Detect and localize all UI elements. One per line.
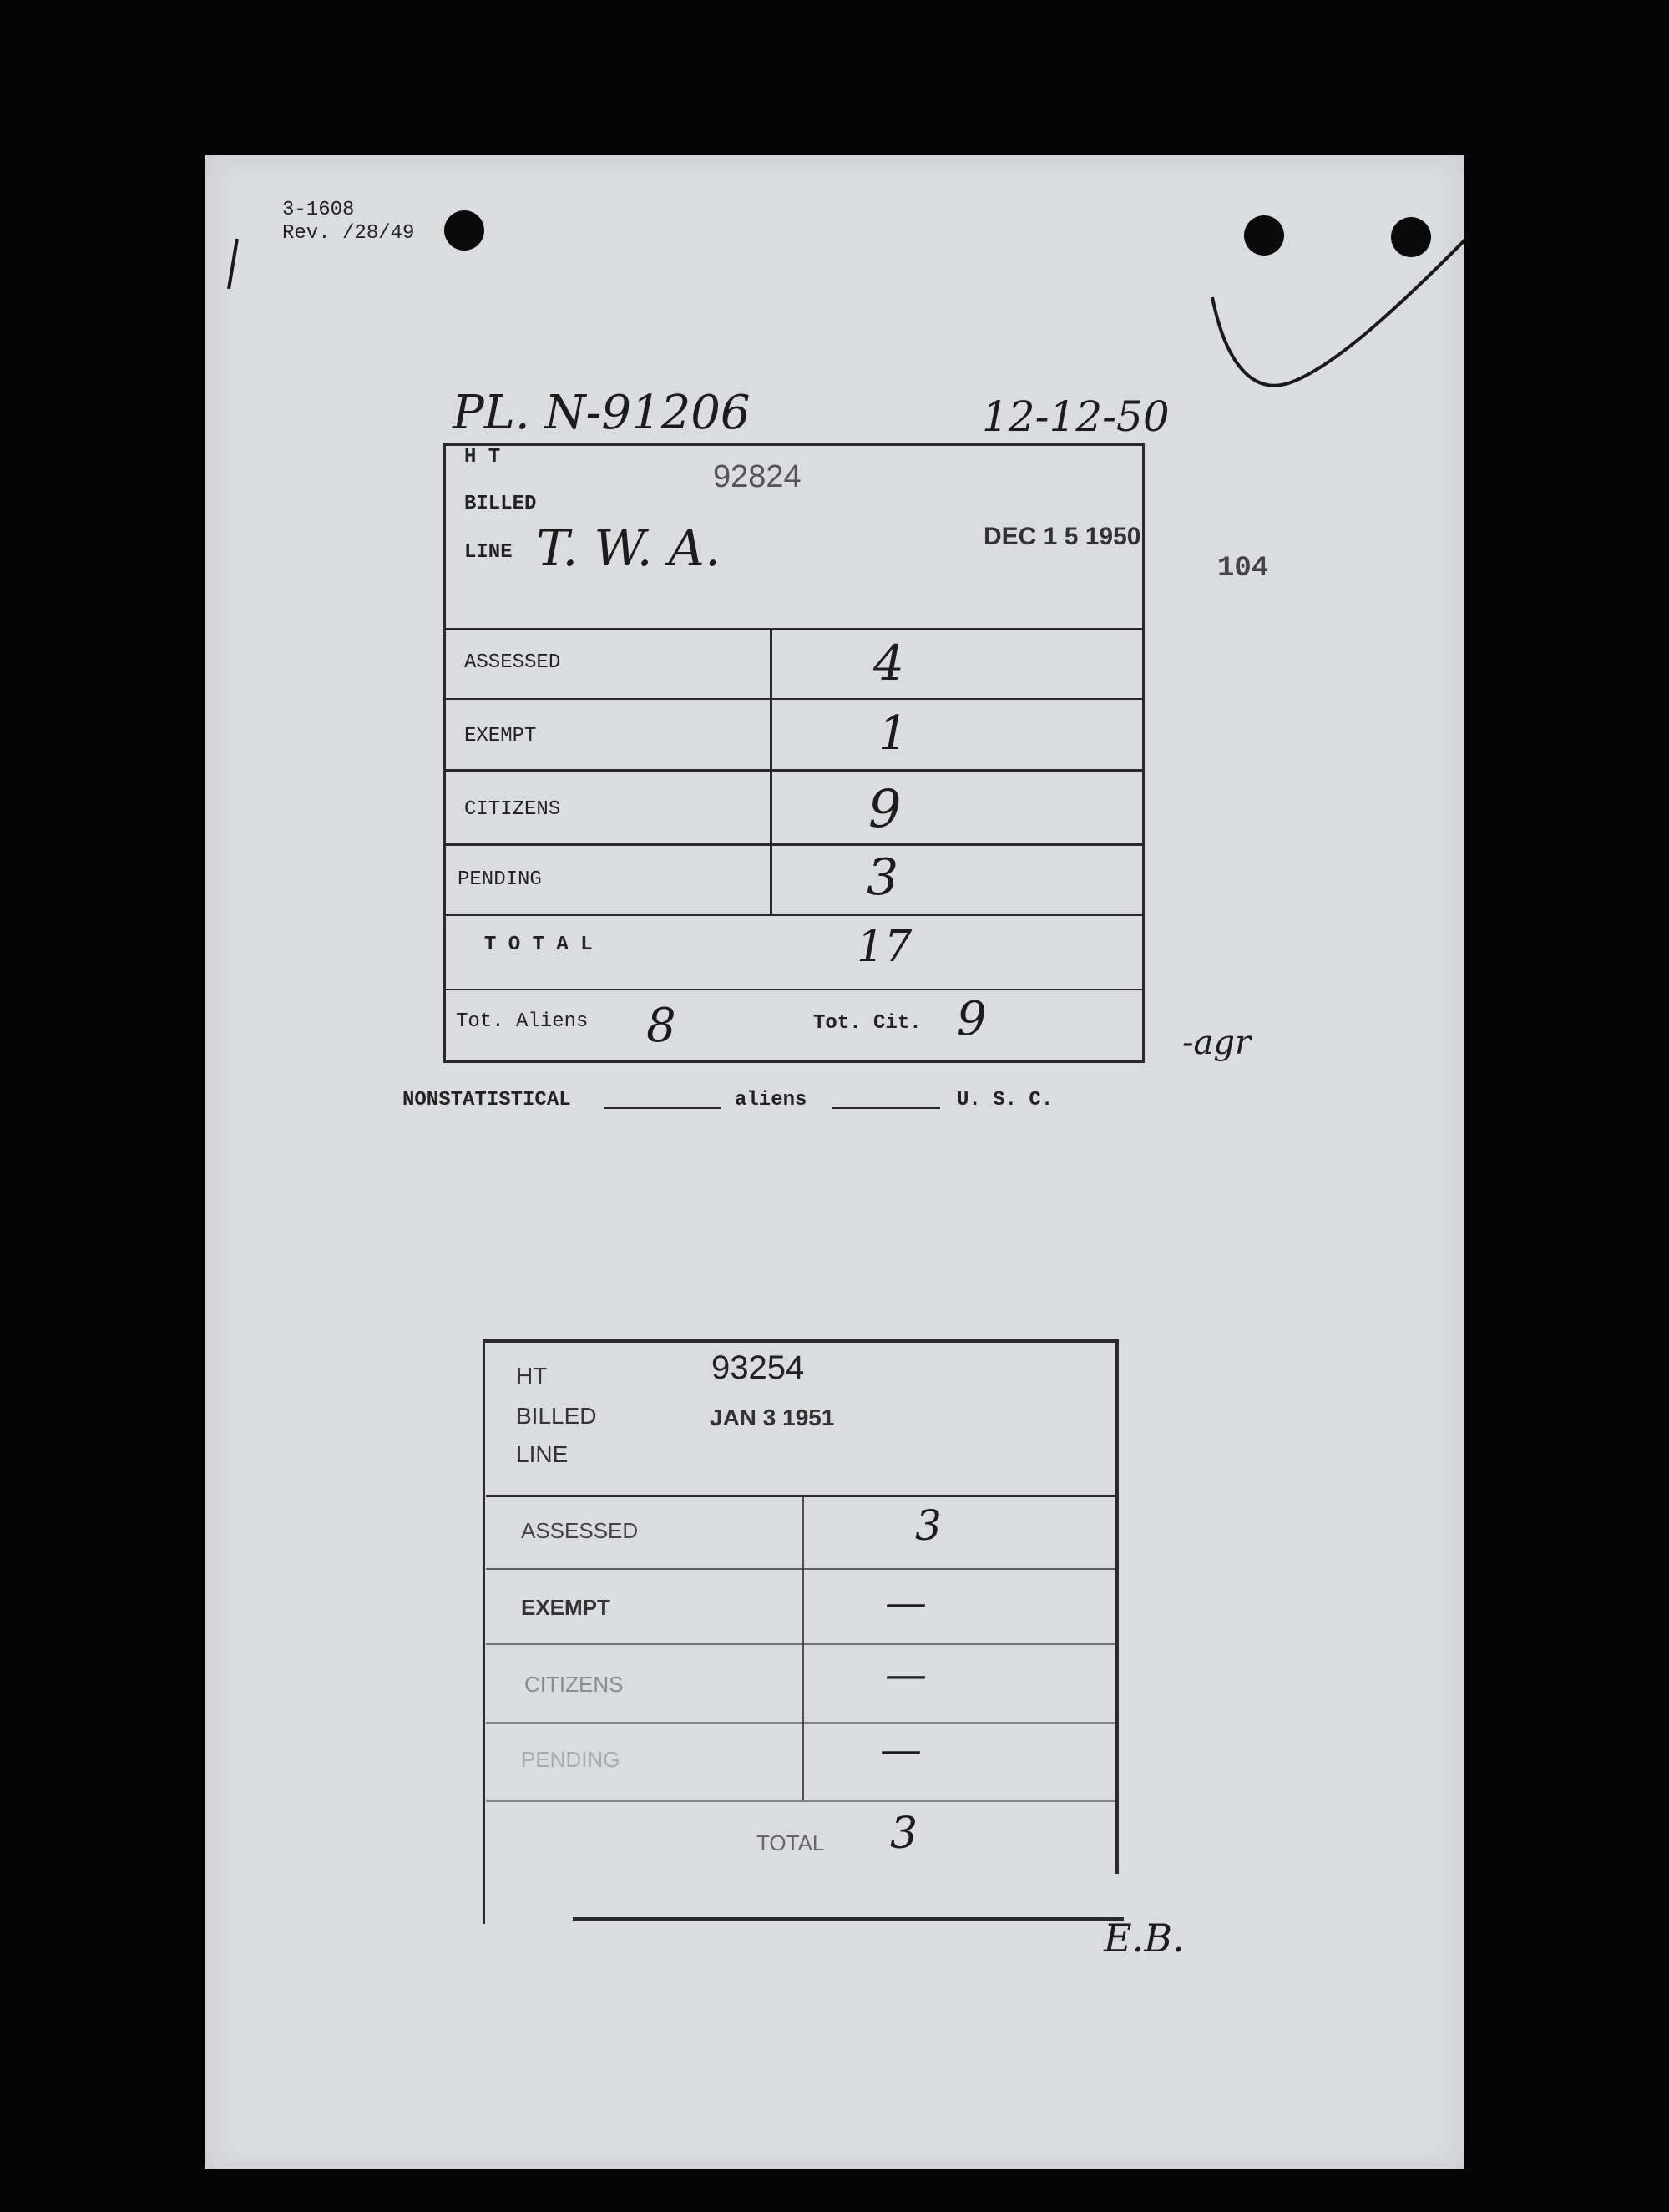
card-1-citizens-value: 9 xyxy=(868,778,902,839)
card-2-total-label: TOTAL xyxy=(756,1830,825,1855)
file-reference: PL. N-91206 xyxy=(453,386,751,440)
card-2-exempt-value: — xyxy=(885,1578,927,1627)
usc-label: U. S. C. xyxy=(957,1089,1054,1111)
card-1-total-value: 17 xyxy=(857,922,913,972)
card-2-bottom-border xyxy=(573,1917,1124,1921)
card-2-pending-label: PENDING xyxy=(521,1747,620,1772)
aliens-blank xyxy=(604,1107,721,1109)
card-1-billed-label: BILLED xyxy=(464,493,537,515)
card-2-total-value: 3 xyxy=(890,1809,918,1859)
card-2-billed-label: BILLED xyxy=(516,1403,597,1429)
card-1-row-line xyxy=(446,698,1142,700)
card-1-tot-aliens-value: 8 xyxy=(646,999,676,1053)
card-1-col-divider xyxy=(770,628,772,915)
card-1-row-line xyxy=(446,843,1142,846)
card-1-row-line xyxy=(446,769,1142,772)
card-1-right-border xyxy=(1142,443,1145,1061)
card-2-citizens-label: CITIZENS xyxy=(524,1672,624,1697)
document-sheet xyxy=(205,155,1464,2169)
card-2-row-line xyxy=(486,1800,1117,1802)
card-1-line-label: LINE xyxy=(464,541,513,564)
card-1-total-label: T O T A L xyxy=(484,934,593,956)
card-1-date-stamp: DEC 1 5 1950 xyxy=(984,523,1141,550)
card-2-ht-label: HT xyxy=(516,1363,548,1389)
card-1-citizens-label: CITIZENS xyxy=(464,798,561,821)
card-1-ht-label: H T xyxy=(464,446,501,468)
file-date: 12-12-50 xyxy=(982,392,1170,441)
side-initials: -agr xyxy=(1182,1024,1252,1062)
card-2-date-stamp: JAN 3 1951 xyxy=(710,1405,835,1430)
card-2-citizens-value: — xyxy=(885,1650,927,1698)
card-1-pending-label: PENDING xyxy=(458,868,542,891)
card-2-ht-number: 93254 xyxy=(711,1349,805,1386)
form-revision: Rev. /28/49 xyxy=(282,222,415,245)
card-2-assessed-value: 3 xyxy=(915,1501,942,1550)
card-1-exempt-value: 1 xyxy=(878,706,908,761)
card-2-line-label: LINE xyxy=(516,1441,569,1467)
card-1-tot-aliens-label: Tot. Aliens xyxy=(456,1010,589,1033)
form-number: 3-1608 xyxy=(282,199,355,221)
card-1-pending-value: 3 xyxy=(867,848,899,907)
page-number: 104 xyxy=(1217,553,1269,585)
card-1-tot-cit-value: 9 xyxy=(957,992,987,1046)
card-2-top-border xyxy=(483,1339,1117,1343)
aliens-label: aliens xyxy=(735,1089,807,1111)
card-1-ht-number: 92824 xyxy=(713,459,802,494)
nonstatistical-label: NONSTATISTICAL xyxy=(402,1089,571,1111)
card-2-col-divider xyxy=(802,1495,804,1800)
bottom-initials: E.B. xyxy=(1104,1916,1185,1961)
card-1-left-border xyxy=(443,443,446,1061)
card-1-row-line xyxy=(446,628,1142,630)
card-1-bottom-border xyxy=(443,1060,1145,1063)
card-1-row-line xyxy=(446,914,1142,916)
usc-blank xyxy=(832,1107,940,1109)
card-2-row-line xyxy=(486,1495,1115,1497)
card-1-line-value: T. W. A. xyxy=(536,519,721,578)
card-1-tot-cit-label: Tot. Cit. xyxy=(813,1012,922,1035)
check-mark-icon xyxy=(205,155,1464,2169)
card-1-assessed-label: ASSESSED xyxy=(464,651,561,674)
card-1-assessed-value: 4 xyxy=(873,635,904,691)
card-2-pending-value: — xyxy=(880,1725,922,1774)
card-1-row-line xyxy=(446,989,1142,990)
card-2-right-border xyxy=(1115,1339,1119,1874)
card-1-top-border xyxy=(443,443,1145,446)
card-1-exempt-label: EXEMPT xyxy=(464,725,537,747)
card-2-exempt-label: EXEMPT xyxy=(521,1595,610,1620)
card-2-assessed-label: ASSESSED xyxy=(521,1518,639,1543)
card-2-left-border xyxy=(483,1339,485,1924)
